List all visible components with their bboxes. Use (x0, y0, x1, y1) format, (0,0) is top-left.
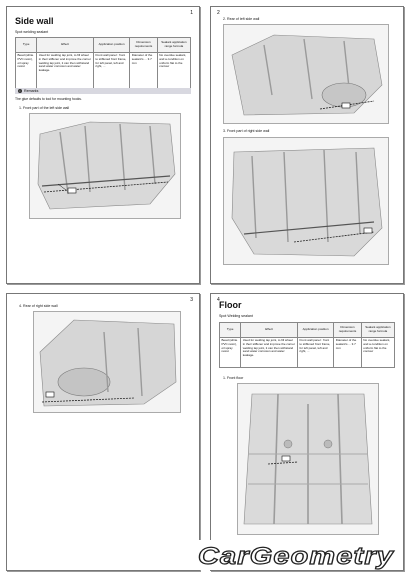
cell-dimension: Diameter of the sealant's ... 3.7 mm (130, 53, 158, 89)
col-type-header: Type (220, 323, 241, 338)
cell-effect: Used for welding lap joint, to fill wheel in their stiffener and improve the corner welding lap joint, it can then withstand sand water corrosion and water leakage. (37, 53, 94, 89)
body-figure-right-front (223, 137, 389, 265)
page-number: 4 (217, 297, 220, 303)
figure-caption: 1. Front floor (223, 376, 244, 380)
manual-page-2 (210, 6, 404, 284)
section-subtitle: Spot welding sealant (15, 30, 49, 34)
col-position-header: Application position (297, 323, 333, 338)
car-body-illustration (30, 114, 180, 218)
page-number: 1 (190, 10, 193, 16)
cell-dimension: Diameter of the sealant's ... 3.7 mm (334, 338, 362, 368)
manual-page-1 (6, 6, 200, 284)
col-effect-header: Effect (241, 323, 298, 338)
car-body-illustration (238, 384, 378, 534)
remarks-text: The glue defaults to tool for mounting hooks. (15, 97, 82, 101)
section-title: Side wall (15, 16, 54, 26)
manual-page-4 (210, 293, 404, 571)
col-range-header: Sealant application range formula (157, 38, 190, 53)
col-type-header: Type (16, 38, 37, 53)
body-figure-left-rear (223, 24, 389, 124)
car-body-illustration (34, 312, 180, 412)
col-dimension-header: Dimension requirements (130, 38, 158, 53)
sealant-spec-table (219, 322, 395, 368)
figure-caption-2: 3. Front part of right side wall (223, 129, 270, 133)
cargeometry-logo (190, 540, 402, 570)
section-subtitle: Spot Welding sealant (219, 314, 253, 318)
cell-type: Bead (white PVC resin), oil spray resist (16, 53, 37, 89)
col-dimension-header: Dimension requirements (334, 323, 362, 338)
figure-caption: 4. Rear of right side wall (19, 304, 58, 308)
cell-effect: Used for welding lap joint, to fill wheel in their stiffener and improve the corner welding lap joint, it can then withstand sand water corrosion and water leakage. (241, 338, 298, 368)
body-figure-front-floor (237, 383, 379, 535)
cell-position: Front wall panel : front to stiffened front frame, for left panel, left and right, ... (93, 53, 129, 89)
figure-caption: 1. Front part of the left side wall (19, 106, 70, 110)
cell-type: Bead (white PVC resin), oil spray resist (220, 338, 241, 368)
svg-text:CarGeometry: CarGeometry (198, 543, 395, 570)
figure-caption-1: 2. Rear of left side wall (223, 17, 260, 21)
cell-range: No overdue sealant, and a condition on uniform flat to the contour (157, 53, 190, 89)
section-title: Floor (219, 300, 242, 310)
page-number: 2 (217, 10, 220, 16)
remarks-banner (15, 88, 191, 94)
manual-page-3 (6, 293, 200, 571)
col-effect-header: Effect (37, 38, 94, 53)
car-body-illustration (224, 138, 388, 264)
body-figure-right-rear (33, 311, 181, 413)
car-body-illustration (224, 25, 388, 123)
cell-range: No overdue sealant, and a condition on uniform flat to the contour (361, 338, 394, 368)
col-position-header: Application position (93, 38, 129, 53)
cargeometry-watermark (190, 540, 402, 570)
cell-position: Front wall panel : front to stiffened front frame, for left panel, left and right, ... (297, 338, 333, 368)
info-icon: i (19, 89, 21, 93)
page-number: 3 (190, 297, 193, 303)
remarks-label: Remarks (24, 89, 39, 93)
body-figure-left-front (29, 113, 181, 219)
col-range-header: Sealant application range formula (361, 323, 394, 338)
sealant-spec-table (15, 37, 191, 89)
